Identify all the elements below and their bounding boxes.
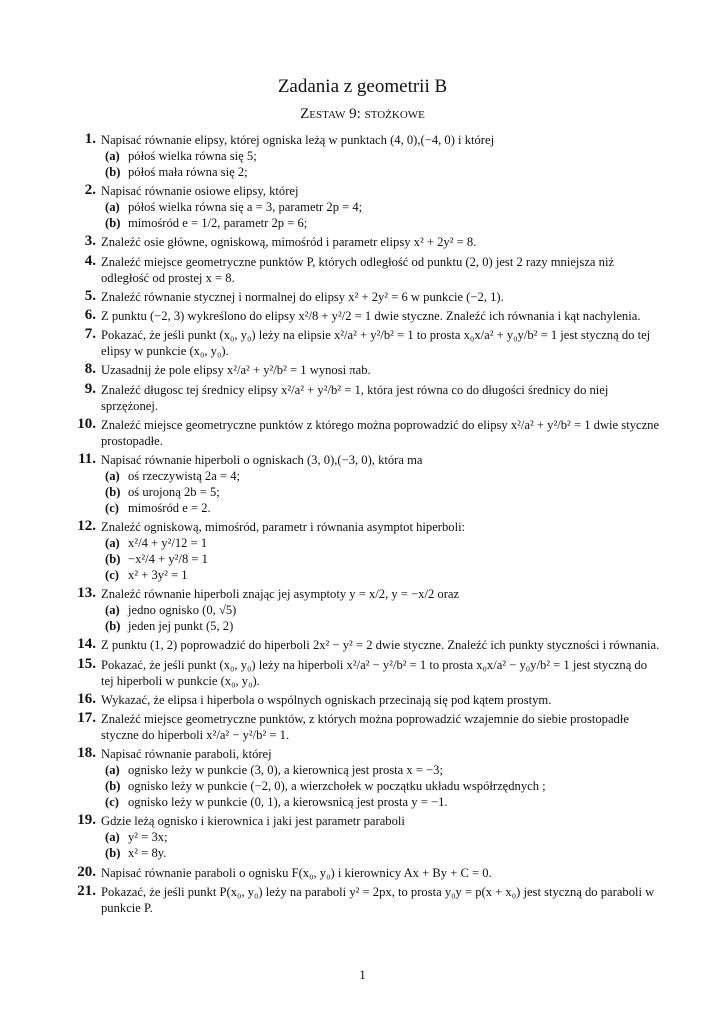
problem-number: 2.: [84, 182, 96, 199]
problem-number: 20.: [77, 863, 96, 880]
subproblem-text: półoś wielka równa się 5;: [128, 149, 257, 163]
subproblem-text: mimośród e = 1/2, parametr 2p = 6;: [128, 216, 308, 231]
subproblem-label: (b): [105, 552, 121, 567]
subproblem-label: (c): [105, 568, 119, 583]
problem-list: [72, 132, 660, 919]
problem-item: [72, 813, 660, 861]
problem-text: Wykazać, że elipsa i hiperbola o wspólnych ogniskach przecinają się pod kątem prostym.: [101, 692, 552, 707]
problem-item: [72, 657, 660, 689]
problem-item: [72, 637, 660, 653]
problem-item: [72, 132, 660, 180]
problem-number: 10.: [77, 415, 96, 432]
subproblem-item: [103, 484, 660, 500]
subproblem-text: x² + 3y² = 1: [128, 568, 188, 583]
problem-text: Napisać równanie hiperboli o ogniskach (3, 0),(−3, 0), która ma: [101, 452, 423, 467]
problem-item: [72, 234, 660, 250]
problem-number: 12.: [77, 518, 96, 535]
subproblem-item: [103, 500, 660, 516]
problem-item: [72, 289, 660, 305]
problem-item: [72, 586, 660, 634]
subproblem-label: (a): [105, 200, 120, 215]
subproblem-item: [103, 794, 660, 810]
problem-item: [72, 308, 660, 324]
subproblem-item: [103, 215, 660, 231]
problem-number: 9.: [84, 380, 96, 397]
subproblem-item: [103, 164, 660, 180]
subproblem-item: [103, 551, 660, 567]
subproblem-label: (a): [105, 149, 120, 163]
problem-text: Znaleźć miejsce geometryczne punktów P, których odległość od punktu (2, 0) jest 2 razy mniejsza niż odległość od prostej x = 8.: [101, 254, 615, 285]
subproblem-label: (a): [105, 830, 120, 845]
subproblem-item: [103, 468, 660, 484]
subproblem-item: [103, 778, 660, 794]
problem-number: 17.: [77, 710, 96, 726]
problem-text: Pokazać, że jeśli punkt P(x₀, y₀) leży na paraboli y² = 2px, to prosta y₀y = p(x + x₀) jest styczną do paraboli w punkcie P.: [101, 884, 655, 915]
problem-text: Znaleźć długosc tej średnicy elipsy x²/a² + y²/b² = 1, która jest równa co do długości średnicy do niej sprzężonej.: [101, 382, 609, 413]
problem-text: Znaleźć miejsce geometryczne punktów z którego można poprowadzić do elipsy x²/a² + y²/b² = 1 dwie styczne prostopadłe.: [101, 417, 660, 448]
problem-item: [72, 865, 660, 881]
subproblem-label: (a): [105, 603, 120, 618]
problem-text: Znaleźć miejsce geometryczne punktów, z których można poprowadzić wzajemnie do siebie prostopadłe styczne do hiperboli x²/a² − y²/b² = 1.: [101, 712, 629, 742]
problem-text: Z punktu (1, 2) poprowadzić do hiperboli 2x² − y² = 2 dwie styczne. Znaleźć ich punkty styczności i równania.: [101, 638, 660, 653]
subproblem-text: x²/4 + y²/12 = 1: [128, 536, 208, 551]
problem-item: [72, 452, 660, 516]
problem-number: 21.: [77, 882, 96, 899]
subproblem-label: (b): [105, 216, 121, 231]
problem-text: Z punktu (−2, 3) wykreślono do elipsy x²/8 + y²/2 = 1 dwie styczne. Znaleźć ich równania i kąt nachylenia.: [101, 308, 641, 323]
problem-text: Pokazać, że jeśli punkt (x₀, y₀) leży na elipsie x²/a² + y²/b² = 1 to prosta x₀x/a² + y₀y/b² = 1 jest styczną do tej elipsy w punkcie (x₀, y₀).: [101, 328, 651, 359]
problem-item: [72, 884, 660, 916]
problem-text: Znaleźć równanie hiperboli znając jej asymptoty y = x/2, y = −x/2 oraz: [101, 587, 460, 602]
subproblem-text: jedno ognisko (0, √5): [128, 603, 237, 618]
subproblem-item: [103, 845, 660, 861]
problem-item: [72, 692, 660, 708]
problem-number: 16.: [77, 690, 96, 707]
problem-number: 4.: [84, 252, 96, 269]
problem-number: 6.: [84, 306, 96, 323]
problem-number: 3.: [84, 233, 96, 250]
subproblem-label: (b): [105, 165, 121, 179]
problem-item: [72, 362, 660, 378]
subproblem-text: ognisko leży w punkcie (0, 1), a kierowsnicą jest prosta y = −1.: [128, 795, 448, 810]
subproblem-text: oś rzeczywistą 2a = 4;: [128, 468, 241, 483]
subproblem-label: (b): [105, 846, 121, 861]
page-subtitle: Zestaw 9: stożkowe: [300, 106, 425, 122]
page-number: 1: [359, 967, 366, 982]
subproblem-item: [103, 535, 660, 551]
problem-text: Napisać równanie paraboli o ognisku F(x₀, y₀) i kierownicy Ax + By + C = 0.: [101, 865, 492, 880]
problem-text: Napisać równanie paraboli, której: [101, 747, 272, 762]
problem-number: 15.: [77, 655, 96, 672]
problem-text: Znaleźć osie główne, ogniskową, mimośród i parametr elipsy x² + 2y² = 8.: [101, 235, 477, 250]
problem-number: 8.: [84, 361, 96, 378]
subproblem-label: (a): [105, 536, 120, 551]
problem-item: [72, 327, 660, 359]
problem-number: 11.: [78, 450, 96, 467]
problem-item: [72, 417, 660, 449]
subproblem-label: (c): [105, 500, 119, 515]
problem-text: Znaleźć równanie stycznej i normalnej do elipsy x² + 2y² = 6 w punkcie (−2, 1).: [101, 289, 504, 304]
subproblem-text: ognisko leży w punkcie (−2, 0), a wierzchołek w początku układu współrzędnych ;: [128, 779, 546, 794]
subproblem-item: [103, 148, 660, 164]
problem-item: [72, 711, 660, 743]
subproblem-text: oś urojoną 2b = 5;: [128, 484, 220, 499]
problem-number: 14.: [77, 636, 96, 653]
problem-number: 5.: [84, 287, 96, 304]
subproblem-item: [103, 618, 660, 634]
problem-number: 19.: [77, 812, 96, 829]
problem-text: Napisać równanie elipsy, której ogniska leżą w punktach (4, 0),(−4, 0) i której: [101, 133, 495, 147]
subproblem-item: [103, 602, 660, 618]
subproblem-item: [103, 829, 660, 845]
problem-text: Pokazać, że jeśli punkt (x₀, y₀) leży na hiperboli x²/a² − y²/b² = 1 to prosta x₀x/a² − y₀y/b² = 1 jest styczną do tej hiperboli w punkcie (x₀, y₀).: [101, 657, 648, 688]
subproblem-text: x² = 8y.: [128, 846, 167, 861]
problem-number: 18.: [77, 745, 96, 762]
page-title: Zadania z geometrii B: [277, 76, 448, 97]
problem-number: 7.: [84, 326, 96, 343]
subproblem-text: −x²/4 + y²/8 = 1: [128, 552, 208, 567]
problem-item: [72, 746, 660, 810]
subproblem-label: (a): [105, 763, 120, 778]
subproblem-label: (b): [105, 779, 121, 794]
subproblem-text: mimośród e = 2.: [128, 500, 211, 515]
subproblem-text: jeden jej punkt (5, 2): [128, 619, 234, 634]
subproblem-item: [103, 567, 660, 583]
problem-text: Gdzie leżą ognisko i kierownica i jaki jest parametr paraboli: [101, 814, 405, 829]
subproblem-text: ognisko leży w punkcie (3, 0), a kierownicą jest prosta x = −3;: [128, 763, 443, 778]
problem-text: Znaleźć ogniskową, mimośród, parametr i równania asymptot hiperboli:: [101, 520, 466, 535]
problem-text: Napisać równanie osiowe elipsy, której: [101, 184, 299, 199]
subproblem-label: (a): [105, 468, 120, 483]
subproblem-item: [103, 199, 660, 215]
problem-number: 13.: [77, 585, 96, 602]
subproblem-label: (b): [105, 484, 121, 499]
problem-text: Uzasadnij że pole elipsy x²/a² + y²/b² = 1 wynosi πab.: [101, 363, 371, 378]
subproblem-text: półoś mała równa się 2;: [128, 165, 248, 179]
subproblem-label: (b): [105, 619, 121, 634]
problem-item: [72, 519, 660, 583]
problem-item: [72, 183, 660, 231]
problem-item: [72, 382, 660, 414]
subproblem-text: półoś wielka równa się a = 3, parametr 2p = 4;: [128, 200, 363, 215]
subproblem-item: [103, 762, 660, 778]
problem-number: 1.: [84, 131, 96, 147]
problem-item: [72, 254, 660, 286]
subproblem-text: y² = 3x;: [128, 830, 168, 845]
subproblem-label: (c): [105, 795, 119, 810]
